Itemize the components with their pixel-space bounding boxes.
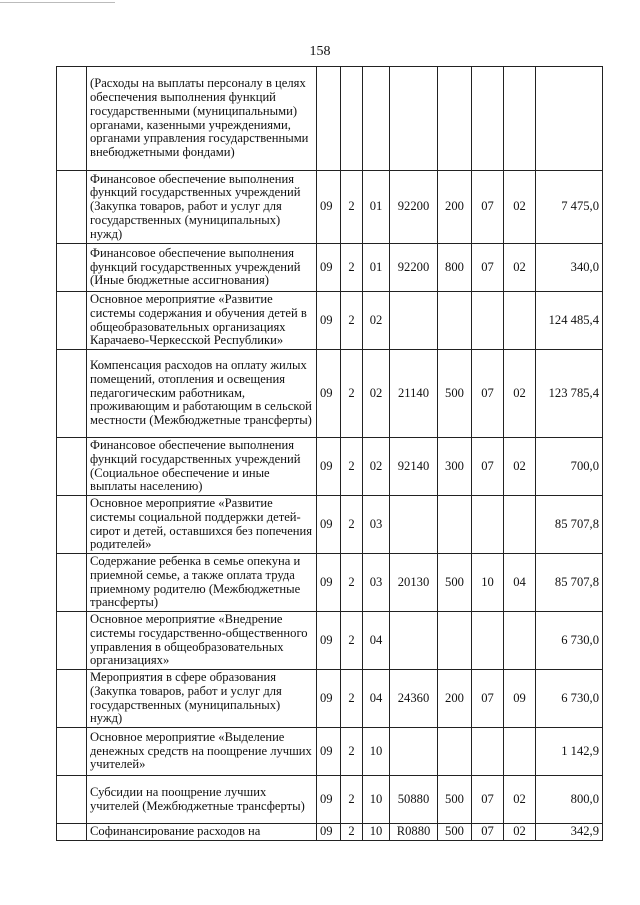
code-subsection xyxy=(504,728,536,776)
table-row xyxy=(57,67,603,171)
code-direction xyxy=(390,612,438,670)
code-section: 07 xyxy=(472,776,504,824)
code-program xyxy=(341,67,363,171)
expense-name: Мероприятия в сфере образования (Закупка товаров, работ и услуг для государственных (муниципальных) нужд) xyxy=(87,670,317,728)
code-ministry: 09 xyxy=(317,824,341,841)
table-row xyxy=(57,612,603,670)
code-expense-type xyxy=(438,612,472,670)
code-program: 2 xyxy=(341,496,363,554)
code-section: 07 xyxy=(472,244,504,292)
code-section: 07 xyxy=(472,438,504,496)
code-section xyxy=(472,728,504,776)
code-expense-type: 500 xyxy=(438,776,472,824)
code-direction xyxy=(390,496,438,554)
code-main-activity: 03 xyxy=(363,554,390,612)
row-index-cell xyxy=(57,728,87,776)
code-expense-type: 200 xyxy=(438,670,472,728)
code-main-activity: 03 xyxy=(363,496,390,554)
table-row xyxy=(57,292,603,350)
table-row xyxy=(57,728,603,776)
amount: 85 707,8 xyxy=(536,554,603,612)
code-direction: R0880 xyxy=(390,824,438,841)
code-ministry: 09 xyxy=(317,554,341,612)
code-subsection xyxy=(504,612,536,670)
code-subsection: 02 xyxy=(504,438,536,496)
table-row xyxy=(57,776,603,824)
code-ministry: 09 xyxy=(317,670,341,728)
code-main-activity: 01 xyxy=(363,171,390,244)
code-section: 07 xyxy=(472,670,504,728)
code-subsection: 02 xyxy=(504,244,536,292)
code-direction: 50880 xyxy=(390,776,438,824)
code-subsection: 02 xyxy=(504,171,536,244)
row-index-cell xyxy=(57,554,87,612)
code-main-activity: 10 xyxy=(363,824,390,841)
row-index-cell xyxy=(57,824,87,841)
table-row xyxy=(57,824,603,841)
amount: 6 730,0 xyxy=(536,670,603,728)
table-row xyxy=(57,438,603,496)
row-index-cell xyxy=(57,67,87,171)
code-main-activity: 04 xyxy=(363,670,390,728)
code-subsection: 09 xyxy=(504,670,536,728)
amount: 800,0 xyxy=(536,776,603,824)
expense-name: Финансовое обеспечение выполнения функций государственных учреждений (Закупка товаров, работ и услуг для государственных (муниципальных) нужд) xyxy=(87,171,317,244)
row-index-cell xyxy=(57,292,87,350)
expense-name: Софинансирование расходов на xyxy=(87,824,317,841)
code-ministry: 09 xyxy=(317,350,341,438)
code-expense-type: 200 xyxy=(438,171,472,244)
code-direction: 21140 xyxy=(390,350,438,438)
table-row xyxy=(57,350,603,438)
code-main-activity: 10 xyxy=(363,728,390,776)
code-program: 2 xyxy=(341,171,363,244)
page-number: 158 xyxy=(309,44,331,59)
code-expense-type: 500 xyxy=(438,350,472,438)
code-subsection: 02 xyxy=(504,824,536,841)
amount: 7 475,0 xyxy=(536,171,603,244)
code-program: 2 xyxy=(341,554,363,612)
amount: 700,0 xyxy=(536,438,603,496)
code-expense-type: 500 xyxy=(438,824,472,841)
code-main-activity: 02 xyxy=(363,438,390,496)
code-expense-type xyxy=(438,292,472,350)
code-section xyxy=(472,612,504,670)
code-section: 10 xyxy=(472,554,504,612)
code-program: 2 xyxy=(341,292,363,350)
amount: 85 707,8 xyxy=(536,496,603,554)
row-index-cell xyxy=(57,244,87,292)
code-program: 2 xyxy=(341,612,363,670)
code-program: 2 xyxy=(341,728,363,776)
code-program: 2 xyxy=(341,244,363,292)
row-index-cell xyxy=(57,612,87,670)
amount: 340,0 xyxy=(536,244,603,292)
code-program: 2 xyxy=(341,776,363,824)
code-ministry: 09 xyxy=(317,244,341,292)
code-subsection xyxy=(504,67,536,171)
code-section: 07 xyxy=(472,824,504,841)
table-row xyxy=(57,171,603,244)
expense-name: Субсидии на поощрение лучших учителей (Межбюджетные трансферты) xyxy=(87,776,317,824)
code-section xyxy=(472,292,504,350)
code-main-activity xyxy=(363,67,390,171)
amount xyxy=(536,67,603,171)
code-section: 07 xyxy=(472,350,504,438)
expense-name: Финансовое обеспечение выполнения функций государственных учреждений (Социальное обеспечение и иные выплаты населению) xyxy=(87,438,317,496)
code-program: 2 xyxy=(341,350,363,438)
scan-edge-line xyxy=(0,2,115,3)
code-ministry: 09 xyxy=(317,496,341,554)
code-subsection: 04 xyxy=(504,554,536,612)
table-row xyxy=(57,670,603,728)
code-direction: 92140 xyxy=(390,438,438,496)
row-index-cell xyxy=(57,496,87,554)
amount: 123 785,4 xyxy=(536,350,603,438)
code-main-activity: 10 xyxy=(363,776,390,824)
table-row xyxy=(57,554,603,612)
row-index-cell xyxy=(57,670,87,728)
code-main-activity: 02 xyxy=(363,292,390,350)
row-index-cell xyxy=(57,350,87,438)
code-expense-type xyxy=(438,728,472,776)
table-row xyxy=(57,244,603,292)
code-main-activity: 01 xyxy=(363,244,390,292)
expense-name: Финансовое обеспечение выполнения функций государственных учреждений (Иные бюджетные ассигнования) xyxy=(87,244,317,292)
code-ministry: 09 xyxy=(317,728,341,776)
code-subsection: 02 xyxy=(504,350,536,438)
expense-name: Компенсация расходов на оплату жилых помещений, отопления и освещения педагогическим работникам, проживающим и работающим в сельской местности (Межбюджетные трансферты) xyxy=(87,350,317,438)
expense-name: Содержание ребенка в семье опекуна и приемной семье, а также оплата труда приемному родителю (Межбюджетные трансферты) xyxy=(87,554,317,612)
expense-name: (Расходы на выплаты персоналу в целях обеспечения выполнения функций государственными (муниципальными) органами, казенными учреждениями, органами управления государственными внебюджетными фондами) xyxy=(87,67,317,171)
code-main-activity: 02 xyxy=(363,350,390,438)
code-subsection xyxy=(504,496,536,554)
amount: 342,9 xyxy=(536,824,603,841)
code-subsection xyxy=(504,292,536,350)
code-ministry xyxy=(317,67,341,171)
expense-name: Основное мероприятие «Развитие системы социальной поддержки детей-сирот и детей, оставшихся без попечения родителей» xyxy=(87,496,317,554)
code-ministry: 09 xyxy=(317,292,341,350)
code-section xyxy=(472,67,504,171)
amount: 124 485,4 xyxy=(536,292,603,350)
code-direction: 92200 xyxy=(390,171,438,244)
code-program: 2 xyxy=(341,438,363,496)
code-subsection: 02 xyxy=(504,776,536,824)
code-expense-type xyxy=(438,67,472,171)
code-expense-type: 300 xyxy=(438,438,472,496)
code-expense-type: 500 xyxy=(438,554,472,612)
code-section: 07 xyxy=(472,171,504,244)
code-direction xyxy=(390,67,438,171)
code-program: 2 xyxy=(341,670,363,728)
code-direction: 92200 xyxy=(390,244,438,292)
code-main-activity: 04 xyxy=(363,612,390,670)
table-row xyxy=(57,496,603,554)
amount: 6 730,0 xyxy=(536,612,603,670)
code-ministry: 09 xyxy=(317,438,341,496)
expense-name: Основное мероприятие «Внедрение системы государственно-общественного управления в общеобразовательных организациях» xyxy=(87,612,317,670)
code-direction xyxy=(390,728,438,776)
amount: 1 142,9 xyxy=(536,728,603,776)
code-program: 2 xyxy=(341,824,363,841)
row-index-cell xyxy=(57,776,87,824)
code-direction xyxy=(390,292,438,350)
code-ministry: 09 xyxy=(317,612,341,670)
expense-name: Основное мероприятие «Развитие системы содержания и обучения детей в общеобразовательных организациях Карачаево-Черкесской Республики» xyxy=(87,292,317,350)
code-ministry: 09 xyxy=(317,171,341,244)
row-index-cell xyxy=(57,171,87,244)
code-expense-type xyxy=(438,496,472,554)
row-index-cell xyxy=(57,438,87,496)
code-expense-type: 800 xyxy=(438,244,472,292)
budget-table xyxy=(56,66,603,841)
code-ministry: 09 xyxy=(317,776,341,824)
expense-name: Основное мероприятие «Выделение денежных средств на поощрение лучших учителей» xyxy=(87,728,317,776)
code-direction: 24360 xyxy=(390,670,438,728)
code-section xyxy=(472,496,504,554)
code-direction: 20130 xyxy=(390,554,438,612)
